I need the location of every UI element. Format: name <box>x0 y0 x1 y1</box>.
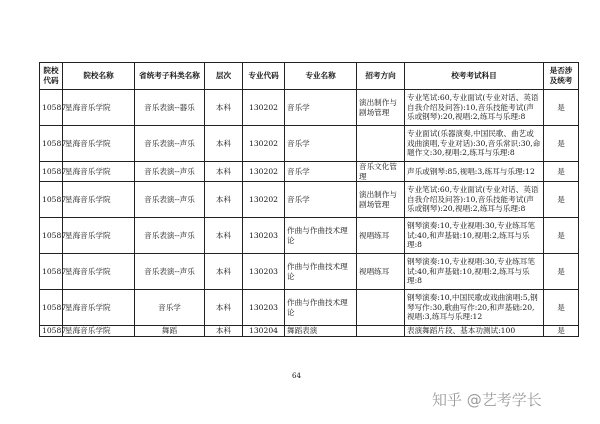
cell-school-code: 10587 <box>40 290 63 326</box>
cell-school-code: 10587 <box>40 126 63 162</box>
cell-school-name: 星海音乐学院 <box>63 182 135 218</box>
header-direction: 招考方向 <box>357 63 405 90</box>
cell-level: 本科 <box>205 162 243 182</box>
cell-school-name: 星海音乐学院 <box>63 162 135 182</box>
table-row <box>40 326 579 337</box>
cell-level: 本科 <box>205 126 243 162</box>
cell-major-code: 130202 <box>243 182 285 218</box>
cell-direction: 视唱练耳 <box>357 218 405 254</box>
cell-direction: 演出制作与剧场管理 <box>357 182 405 218</box>
cell-category: 音乐表演--声乐 <box>135 126 205 162</box>
cell-school-name: 星海音乐学院 <box>63 290 135 326</box>
cell-direction: 视唱练耳 <box>357 254 405 290</box>
cell-level: 本科 <box>205 90 243 126</box>
cell-unified-exam: 是 <box>544 290 579 326</box>
cell-school-code: 10587 <box>40 218 63 254</box>
cell-school-code: 10587 <box>40 90 63 126</box>
cell-major-code: 130203 <box>243 254 285 290</box>
cell-school-name: 星海音乐学院 <box>63 254 135 290</box>
cell-exam-subjects: 专业面试(乐器演奏,中国民歌、曲艺或戏曲演唱,专业对话):30,音乐常识:30,命题作文:30,视唱:2,练耳与乐理:8 <box>405 126 544 162</box>
cell-major-code: 130202 <box>243 126 285 162</box>
header-major-code: 专业代码 <box>243 63 285 90</box>
cell-level: 本科 <box>205 218 243 254</box>
cell-direction <box>357 326 405 337</box>
cell-school-name: 星海音乐学院 <box>63 218 135 254</box>
cell-category: 音乐表演--声乐 <box>135 182 205 218</box>
header-school-code: 院校代码 <box>40 63 63 90</box>
cell-major-name: 作曲与作曲技术理论 <box>285 218 357 254</box>
cell-category: 音乐表演--声乐 <box>135 162 205 182</box>
table-row <box>40 218 579 254</box>
cell-school-code: 10587 <box>40 254 63 290</box>
cell-unified-exam: 是 <box>544 326 579 337</box>
table-row <box>40 90 579 126</box>
page-number: 64 <box>292 372 301 380</box>
cell-exam-subjects: 声乐或钢琴:85,视唱:3,练耳与乐理:12 <box>405 162 544 182</box>
cell-school-code: 10587 <box>40 182 63 218</box>
cell-category: 音乐表演--声乐 <box>135 218 205 254</box>
cell-major-name: 作曲与作曲技术理论 <box>285 290 357 326</box>
cell-level: 本科 <box>205 290 243 326</box>
cell-unified-exam: 是 <box>544 254 579 290</box>
cell-school-name: 星海音乐学院 <box>63 90 135 126</box>
table-row <box>40 162 579 182</box>
cell-unified-exam: 是 <box>544 162 579 182</box>
cell-exam-subjects: 专业笔试:60,专业面试(专业对话、英语自我介绍及问答):10,音乐技能考试(声乐或钢琴):20,视唱:2,练耳与乐理:8 <box>405 90 544 126</box>
cell-level: 本科 <box>205 254 243 290</box>
table-header-row <box>40 63 579 90</box>
cell-direction: 演出制作与剧场管理 <box>357 90 405 126</box>
cell-school-name: 星海音乐学院 <box>63 126 135 162</box>
cell-level: 本科 <box>205 182 243 218</box>
cell-direction <box>357 290 405 326</box>
cell-exam-subjects: 钢琴演奏:10,中国民歌或戏曲演唱:5,钢琴写作:30,歌曲写作:20,和声基础:20,视唱:3,练耳与乐理:12 <box>405 290 544 326</box>
table-body <box>40 90 579 337</box>
cell-direction <box>357 126 405 162</box>
header-major-name: 专业名称 <box>285 63 357 90</box>
cell-unified-exam: 是 <box>544 182 579 218</box>
header-unified-exam: 是否涉及统考 <box>544 63 579 90</box>
cell-school-code: 10587 <box>40 326 63 337</box>
cell-unified-exam: 是 <box>544 218 579 254</box>
cell-major-code: 130204 <box>243 326 285 337</box>
cell-level: 本科 <box>205 326 243 337</box>
watermark: 知乎 @艺考学长 <box>432 391 542 409</box>
cell-exam-subjects: 钢琴演奏:10,专业视唱:30,专业练耳笔试:40,和声基础:10,视唱:2,练耳与乐理:8 <box>405 254 544 290</box>
cell-major-name: 音乐学 <box>285 90 357 126</box>
admissions-table <box>39 62 579 337</box>
cell-category: 舞蹈 <box>135 326 205 337</box>
table-row <box>40 254 579 290</box>
cell-major-name: 作曲与作曲技术理论 <box>285 254 357 290</box>
cell-category: 音乐表演--器乐 <box>135 90 205 126</box>
cell-major-name: 音乐学 <box>285 126 357 162</box>
cell-category: 音乐学 <box>135 290 205 326</box>
header-exam-subjects: 校考考试科目 <box>405 63 544 90</box>
cell-unified-exam: 是 <box>544 90 579 126</box>
cell-school-name: 星海音乐学院 <box>63 326 135 337</box>
cell-major-code: 130203 <box>243 218 285 254</box>
header-school-name: 院校名称 <box>63 63 135 90</box>
cell-major-code: 130202 <box>243 90 285 126</box>
table-row <box>40 126 579 162</box>
cell-exam-subjects: 钢琴演奏:10,专业视唱:30,专业练耳笔试:40,和声基础:10,视唱:2,练耳与乐理:8 <box>405 218 544 254</box>
header-category: 省统考子科类名称 <box>135 63 205 90</box>
cell-major-name: 音乐学 <box>285 162 357 182</box>
cell-unified-exam: 是 <box>544 126 579 162</box>
cell-school-code: 10587 <box>40 162 63 182</box>
cell-exam-subjects: 表演舞蹈片段、基本功测试:100 <box>405 326 544 337</box>
table-row <box>40 290 579 326</box>
cell-exam-subjects: 专业笔试:60,专业面试(专业对话、英语自我介绍及问答):10,音乐技能考试(声乐或钢琴):20,视唱:2,练耳与乐理:8 <box>405 182 544 218</box>
cell-direction: 音乐文化管理 <box>357 162 405 182</box>
cell-major-name: 舞蹈表演 <box>285 326 357 337</box>
cell-major-name: 音乐学 <box>285 182 357 218</box>
cell-major-code: 130203 <box>243 290 285 326</box>
header-level: 层次 <box>205 63 243 90</box>
table-row <box>40 182 579 218</box>
cell-category: 音乐表演--声乐 <box>135 254 205 290</box>
cell-major-code: 130202 <box>243 162 285 182</box>
